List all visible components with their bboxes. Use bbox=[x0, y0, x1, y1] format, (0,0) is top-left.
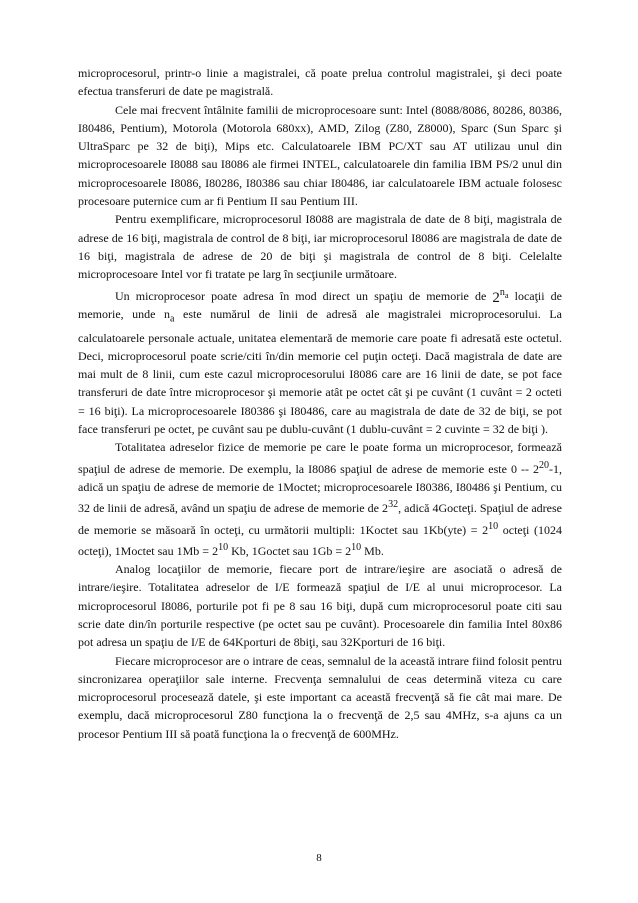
superscript: 10 bbox=[218, 541, 229, 553]
paragraph-5-part: -1, adică un spaţiu de adrese de memorie de 1Moctet; microprocesoarele I80386, I80486 şi Pentium, cu 32 de linii de adresă, având un spaţiu de adrese de memorie de 2 bbox=[78, 461, 562, 516]
paragraph-7: Fiecare microprocesor are o intrare de ceas, semnalul de la această intrare fiind folosit pentru sincronizarea operaţiilor sale interne. Frecvenţa semnalului de ceas determină viteza cu care microprocesorul procesează datele, şi este important ca această frecvenţă să fie cât mai mare. De exemplu, dacă microprocesorul Z80 funcţiona la o frecvenţă de 2,5 sau 4MHz, s-a ajuns ca un procesor Pentium III să poată funcţiona la o frecvenţă de 600MHz. bbox=[78, 653, 562, 741]
paragraph-4-part: Un microprocesor poate adresa în mod direct un spaţiu de memorie de bbox=[115, 288, 493, 303]
paragraph-5-part: Kb, 1Goctet sau 1Gb = 2 bbox=[228, 543, 352, 558]
paragraph-4-part: locaţii de memorie, unde bbox=[78, 288, 562, 321]
power-base: 2 bbox=[492, 289, 500, 306]
paragraph-6: Analog locaţiilor de memorie, fiecare port de intrare/ieşire are asociată o adresă de intrare/ieşire. Totalitatea adreselor de I/E formează spaţiul de I/E al unui microprocesor. La microprocesorul I8086, porturile pot fi pe 8 sau 16 biţi, după cum microprocesorul poate citi sau scrie date din/în porturile respective (pe octet sau pe cuvânt). Procesoarele din familia Intel 80x86 pot adresa un spaţiu de I/E de 64Kporturi de 8biţi, sau 32Kporturi de 16 biţi. bbox=[78, 562, 562, 650]
paragraph-5-part: Mb. bbox=[361, 543, 384, 558]
paragraph-3: Pentru exemplificare, microprocesorul I8088 are magistrala de date de 8 biţi, magistrala de adrese de 16 biţi, magistrala de control de 8 biţi, iar microprocesorul I8086 are magistrala de date de 16 biţi, magistrala de adrese de 20 de biţi şi magistrala de control de 8 biţi. Celelalte microprocesoare Intel vor fi tratate pe larg în secţiunile următoare. bbox=[78, 212, 562, 282]
paragraph-5-part: , adică 4Gocteţi. Spaţiul de adrese de memorie se măsoară în octeţi, cu următorii multipli: 1Koctet sau 1Kb(yte) = 2 bbox=[78, 501, 562, 537]
page-number: 8 bbox=[316, 852, 322, 864]
paragraph-2: Cele mai frecvent întâlnite familii de microprocesoare sunt: Intel (8088/8086, 80286, 80386, I80486, Pentium), Motorola (Motorola 680xx), AMD, Zilog (Z80, Z8000), Sparc (Sun Sparc şi UltraSparc pe 32 de biţi), Mips etc. Calculatoarele IBM PC/XT sau AT utilizau unul din microprocesoarele I8088 sau I8086 ale firmei INTEL, calculatoarele din familia IBM PS/2 unul din microprocesoarele I8086, I80286, I80386 sau chiar I80486, iar calculatoarele IBM actuale folosesc procesoare puternice cum ar fi Pentium II sau Pentium III. bbox=[78, 102, 562, 209]
variable-n: n bbox=[164, 306, 171, 321]
paragraph-4 bbox=[78, 284, 562, 439]
exponent-n: n bbox=[499, 286, 505, 298]
superscript: 10 bbox=[351, 541, 362, 553]
superscript: 20 bbox=[539, 459, 549, 471]
paragraph-1: microprocesorul, printr-o linie a magistralei, că poate prelua controlul magistralei, şi deci poate efectua transferuri de date pe magistrală. bbox=[78, 66, 562, 99]
document-body bbox=[78, 64, 562, 743]
exponent-subscript: a bbox=[504, 290, 509, 300]
paragraph-5-part: Totalitatea adreselor fizice de memorie pe care le poate forma un microprocesor, formează spaţiul de adrese de memorie. De exemplu, la I8086 spaţiul de adrese de memorie este 0 -- 2 bbox=[78, 440, 562, 476]
paragraph-4-part: este numărul de linii de adresă ale magistralei microprocesorului. La calculatoarele personale actuale, unitatea elementară de memorie care poate fi adresată este octetul. Deci, microprocesorul poate scrie/citi în/din memorie cel puţin octeţi. Dacă magistrala de date are mai mult de 8 linii, cum este cazul microprocesorului I8086 care are 16 linii de date, se pot face transferuri de date între microprocesor şi memorie atât pe octet cât şi pe cuvânt (1 cuvânt = 2 octeti = 16 biţi). La microprocesoarele I80386 şi I80486, care au magistrala de date de 32 de biţi, se pot face transferuri pe octet, pe cuvânt sau pe dublu-cuvânt (1 dublu-cuvânt = 2 cuvinte = 32 de biţi ). bbox=[78, 306, 562, 437]
superscript: 10 bbox=[488, 520, 499, 532]
exponent bbox=[500, 287, 509, 298]
paragraph-5 bbox=[78, 438, 562, 560]
superscript: 32 bbox=[388, 499, 399, 511]
variable-subscript: a bbox=[170, 313, 175, 325]
paragraph-5-part: octeţi (1024 octeţi), 1Moctet sau 1Mb = 2 bbox=[78, 522, 562, 558]
